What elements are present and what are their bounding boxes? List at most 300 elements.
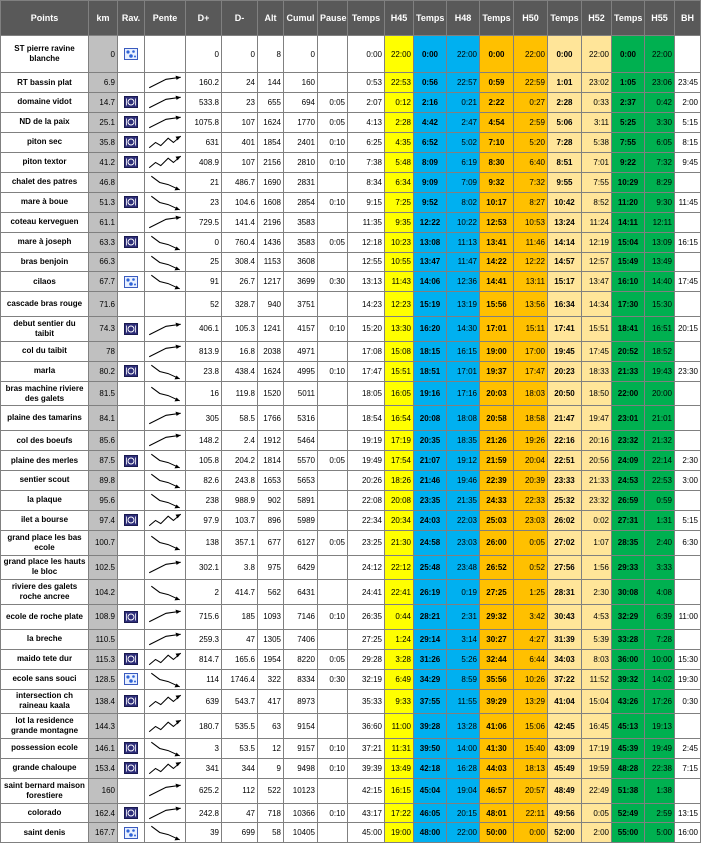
h50-value: 8:27 <box>514 192 548 212</box>
alt-value: 63 <box>258 714 284 739</box>
h48-value: 16:15 <box>447 341 480 361</box>
t45-value: 21:46 <box>414 471 447 491</box>
t50-value: 5:06 <box>548 112 582 132</box>
h50-value: 18:03 <box>514 381 548 406</box>
temps-value: 29:28 <box>348 649 385 669</box>
temps-value: 12:55 <box>348 252 385 272</box>
slope-down-icon <box>145 361 186 381</box>
cumul-value: 5464 <box>284 431 318 451</box>
t48-value: 0:00 <box>480 36 514 73</box>
bh-value <box>675 292 701 317</box>
h45-value: 9:35 <box>385 212 414 232</box>
bh-value <box>675 212 701 232</box>
t52-value: 16:10 <box>612 272 645 292</box>
temps-value: 32:19 <box>348 669 385 689</box>
h55-value: 9:30 <box>645 192 675 212</box>
slope-down-icon <box>145 738 186 758</box>
h45-value: 13:30 <box>385 317 414 342</box>
dm-value: 401 <box>222 132 258 152</box>
point-name: grande chaloupe <box>1 758 89 778</box>
slope-down-icon <box>145 232 186 252</box>
bh-value: 8:15 <box>675 132 701 152</box>
t45-value: 45:04 <box>414 778 447 803</box>
h45-value: 16:54 <box>385 406 414 431</box>
t52-value: 24:53 <box>612 471 645 491</box>
t50-value: 52:00 <box>548 823 582 843</box>
bh-value: 0:30 <box>675 689 701 714</box>
alt-value: 1608 <box>258 192 284 212</box>
dp-value: 631 <box>186 132 222 152</box>
point-name: grand place les bas ecole <box>1 530 89 555</box>
dp-value: 180.7 <box>186 714 222 739</box>
point-name: bras machine riviere des galets <box>1 381 89 406</box>
t52-value: 28:35 <box>612 530 645 555</box>
slope-up-icon <box>145 341 186 361</box>
t48-value: 41:30 <box>480 738 514 758</box>
t48-value: 20:58 <box>480 406 514 431</box>
h55-value: 20:00 <box>645 381 675 406</box>
point-name: intersection ch raineau kaala <box>1 689 89 714</box>
cumul-value: 7146 <box>284 604 318 629</box>
dm-value: 357.1 <box>222 530 258 555</box>
temps-value: 24:41 <box>348 580 385 605</box>
dp-value: 715.6 <box>186 604 222 629</box>
t50-value: 7:28 <box>548 132 582 152</box>
temps-value: 17:47 <box>348 361 385 381</box>
km-value: 25.1 <box>89 112 118 132</box>
t45-value: 18:15 <box>414 341 447 361</box>
h48-value: 5:26 <box>447 649 480 669</box>
h52-value: 11:24 <box>582 212 612 232</box>
dm-value: 16.8 <box>222 341 258 361</box>
t48-value: 22:39 <box>480 471 514 491</box>
temps-value: 18:05 <box>348 381 385 406</box>
dm-value: 105.3 <box>222 317 258 342</box>
dm-value: 988.9 <box>222 490 258 510</box>
point-name: plaine des tamarins <box>1 406 89 431</box>
bh-value: 2:45 <box>675 738 701 758</box>
food-station-icon <box>118 803 145 823</box>
pause-value: 0:10 <box>318 758 348 778</box>
km-value: 162.4 <box>89 803 118 823</box>
h45-value: 10:23 <box>385 232 414 252</box>
t52-value: 21:33 <box>612 361 645 381</box>
point-name: plaine des merles <box>1 451 89 471</box>
h48-value: 2:47 <box>447 112 480 132</box>
header-temps45: Temps <box>414 1 447 36</box>
table-row <box>1 714 701 739</box>
bh-value: 9:45 <box>675 152 701 172</box>
bh-value: 17:45 <box>675 272 701 292</box>
h52-value: 18:33 <box>582 361 612 381</box>
t48-value: 29:32 <box>480 604 514 629</box>
h55-value: 8:29 <box>645 172 675 192</box>
temps-value: 8:34 <box>348 172 385 192</box>
header-pause: Pause <box>318 1 348 36</box>
cumul-value: 1770 <box>284 112 318 132</box>
cumul-value: 8973 <box>284 689 318 714</box>
h55-value: 22:53 <box>645 471 675 491</box>
t50-value: 20:50 <box>548 381 582 406</box>
h50-value: 7:32 <box>514 172 548 192</box>
km-value: 84.1 <box>89 406 118 431</box>
dp-value: 138 <box>186 530 222 555</box>
rav-cell <box>118 431 145 451</box>
t45-value: 23:35 <box>414 490 447 510</box>
h50-value: 22:59 <box>514 73 548 93</box>
t50-value: 41:04 <box>548 689 582 714</box>
t45-value: 19:16 <box>414 381 447 406</box>
slope-down-icon <box>145 669 186 689</box>
t48-value: 10:17 <box>480 192 514 212</box>
pause-value <box>318 629 348 649</box>
h45-value: 9:33 <box>385 689 414 714</box>
alt-value: 975 <box>258 555 284 580</box>
alt-value: 1624 <box>258 361 284 381</box>
h45-value: 5:48 <box>385 152 414 172</box>
bh-value: 23:30 <box>675 361 701 381</box>
cumul-value: 0 <box>284 36 318 73</box>
t48-value: 21:26 <box>480 431 514 451</box>
alt-value: 1153 <box>258 252 284 272</box>
slope-up-icon <box>145 778 186 803</box>
bh-value: 11:45 <box>675 192 701 212</box>
table-row <box>1 758 701 778</box>
h52-value: 17:45 <box>582 341 612 361</box>
dp-value: 16 <box>186 381 222 406</box>
cumul-value: 4995 <box>284 361 318 381</box>
pause-value: 0:10 <box>318 361 348 381</box>
km-value: 81.5 <box>89 381 118 406</box>
h55-value: 15:30 <box>645 292 675 317</box>
km-value: 102.5 <box>89 555 118 580</box>
t52-value: 55:00 <box>612 823 645 843</box>
table-row <box>1 689 701 714</box>
cumul-value: 3699 <box>284 272 318 292</box>
t50-value: 13:24 <box>548 212 582 232</box>
table-row <box>1 73 701 93</box>
water-station-icon <box>118 272 145 292</box>
pause-value: 0:05 <box>318 112 348 132</box>
h50-value: 5:20 <box>514 132 548 152</box>
t50-value: 22:16 <box>548 431 582 451</box>
h45-value: 6:34 <box>385 172 414 192</box>
bh-value: 5:15 <box>675 112 701 132</box>
t52-value: 15:04 <box>612 232 645 252</box>
h50-value: 2:59 <box>514 112 548 132</box>
t50-value: 30:43 <box>548 604 582 629</box>
header-rav: Rav. <box>118 1 145 36</box>
h45-value: 22:00 <box>385 36 414 73</box>
dp-value: 105.8 <box>186 451 222 471</box>
t52-value: 9:22 <box>612 152 645 172</box>
h52-value: 7:01 <box>582 152 612 172</box>
alt-value: 896 <box>258 510 284 530</box>
t48-value: 50:00 <box>480 823 514 843</box>
t48-value: 2:22 <box>480 93 514 113</box>
t45-value: 9:52 <box>414 192 447 212</box>
t50-value: 26:02 <box>548 510 582 530</box>
alt-value: 1624 <box>258 112 284 132</box>
h48-value: 14:00 <box>447 738 480 758</box>
h48-value: 18:08 <box>447 406 480 431</box>
header-temps50: Temps <box>548 1 582 36</box>
km-value: 104.2 <box>89 580 118 605</box>
dm-value: 23 <box>222 93 258 113</box>
t50-value: 27:56 <box>548 555 582 580</box>
t52-value: 14:11 <box>612 212 645 232</box>
temps-value: 23:25 <box>348 530 385 555</box>
pause-value: 0:30 <box>318 272 348 292</box>
alt-value: 58 <box>258 823 284 843</box>
cumul-value: 10405 <box>284 823 318 843</box>
km-value: 85.6 <box>89 431 118 451</box>
h48-value: 3:14 <box>447 629 480 649</box>
bh-value <box>675 490 701 510</box>
dp-value: 302.1 <box>186 555 222 580</box>
bh-value: 11:00 <box>675 604 701 629</box>
h45-value: 20:34 <box>385 510 414 530</box>
cumul-value: 10366 <box>284 803 318 823</box>
km-value: 41.2 <box>89 152 118 172</box>
bh-value: 23:45 <box>675 73 701 93</box>
pause-value <box>318 823 348 843</box>
h45-value: 3:28 <box>385 649 414 669</box>
t45-value: 20:08 <box>414 406 447 431</box>
bh-value: 5:15 <box>675 510 701 530</box>
h48-value: 0:19 <box>447 580 480 605</box>
t45-value: 28:21 <box>414 604 447 629</box>
h55-value: 22:00 <box>645 36 675 73</box>
t52-value: 1:05 <box>612 73 645 93</box>
h52-value: 17:19 <box>582 738 612 758</box>
point-name: col des boeufs <box>1 431 89 451</box>
cumul-value: 2831 <box>284 172 318 192</box>
pause-value <box>318 172 348 192</box>
h50-value: 6:44 <box>514 649 548 669</box>
h52-value: 11:52 <box>582 669 612 689</box>
food-station-icon <box>118 232 145 252</box>
slope-wave-icon <box>145 132 186 152</box>
cumul-value: 5653 <box>284 471 318 491</box>
h48-value: 13:19 <box>447 292 480 317</box>
bh-value <box>675 252 701 272</box>
t50-value: 17:41 <box>548 317 582 342</box>
h48-value: 5:02 <box>447 132 480 152</box>
km-value: 100.7 <box>89 530 118 555</box>
t52-value: 2:37 <box>612 93 645 113</box>
bh-value: 13:15 <box>675 803 701 823</box>
alt-value: 1912 <box>258 431 284 451</box>
header-h45: H45 <box>385 1 414 36</box>
table-row <box>1 317 701 342</box>
h55-value: 21:01 <box>645 406 675 431</box>
t52-value: 23:32 <box>612 431 645 451</box>
h52-value: 0:02 <box>582 510 612 530</box>
rav-cell <box>118 490 145 510</box>
km-value: 14.7 <box>89 93 118 113</box>
t45-value: 26:19 <box>414 580 447 605</box>
h55-value: 19:13 <box>645 714 675 739</box>
h55-value: 12:11 <box>645 212 675 232</box>
t52-value: 36:00 <box>612 649 645 669</box>
cumul-value: 4157 <box>284 317 318 342</box>
h48-value: 17:01 <box>447 361 480 381</box>
rav-cell <box>118 73 145 93</box>
dp-value: 82.6 <box>186 471 222 491</box>
km-value: 128.5 <box>89 669 118 689</box>
dp-value: 813.9 <box>186 341 222 361</box>
point-name: maido tete dur <box>1 649 89 669</box>
slope-up-icon <box>145 112 186 132</box>
h45-value: 2:28 <box>385 112 414 132</box>
h52-value: 22:49 <box>582 778 612 803</box>
pause-value <box>318 252 348 272</box>
km-value: 66.3 <box>89 252 118 272</box>
dp-value: 39 <box>186 823 222 843</box>
t50-value: 27:02 <box>548 530 582 555</box>
cumul-value: 5316 <box>284 406 318 431</box>
t50-value: 34:03 <box>548 649 582 669</box>
h48-value: 14:30 <box>447 317 480 342</box>
temps-value: 42:15 <box>348 778 385 803</box>
table-row <box>1 172 701 192</box>
alt-value: 1653 <box>258 471 284 491</box>
cumul-value: 4971 <box>284 341 318 361</box>
food-station-icon <box>118 192 145 212</box>
t45-value: 0:56 <box>414 73 447 93</box>
h55-value: 7:28 <box>645 629 675 649</box>
t45-value: 29:14 <box>414 629 447 649</box>
h45-value: 7:25 <box>385 192 414 212</box>
dm-value: 107 <box>222 112 258 132</box>
cumul-value: 160 <box>284 73 318 93</box>
alt-value: 2156 <box>258 152 284 172</box>
t52-value: 23:01 <box>612 406 645 431</box>
cumul-value: 694 <box>284 93 318 113</box>
slope-up-icon <box>145 212 186 232</box>
cumul-value: 5891 <box>284 490 318 510</box>
h50-value: 23:03 <box>514 510 548 530</box>
t52-value: 5:25 <box>612 112 645 132</box>
pause-value <box>318 510 348 530</box>
h52-value: 7:55 <box>582 172 612 192</box>
slope-wave-icon <box>145 714 186 739</box>
header-temps48: Temps <box>480 1 514 36</box>
temps-value: 19:49 <box>348 451 385 471</box>
slope-up-icon <box>145 629 186 649</box>
t48-value: 48:01 <box>480 803 514 823</box>
dp-value: 23.8 <box>186 361 222 381</box>
t50-value: 8:51 <box>548 152 582 172</box>
t48-value: 14:22 <box>480 252 514 272</box>
dm-value: 308.4 <box>222 252 258 272</box>
temps-value: 14:23 <box>348 292 385 317</box>
point-name: debut sentier du taibit <box>1 317 89 342</box>
point-name: mare à joseph <box>1 232 89 252</box>
t50-value: 23:33 <box>548 471 582 491</box>
cumul-value: 8334 <box>284 669 318 689</box>
cumul-value: 5011 <box>284 381 318 406</box>
temps-value: 6:25 <box>348 132 385 152</box>
dm-value: 24 <box>222 73 258 93</box>
dp-value: 160.2 <box>186 73 222 93</box>
h45-value: 0:12 <box>385 93 414 113</box>
h48-value: 7:09 <box>447 172 480 192</box>
header-temps: Temps <box>348 1 385 36</box>
km-value: 153.4 <box>89 758 118 778</box>
point-name: la breche <box>1 629 89 649</box>
header-dminus: D- <box>222 1 258 36</box>
h55-value: 7:32 <box>645 152 675 172</box>
slope-up-icon <box>145 803 186 823</box>
t50-value: 21:47 <box>548 406 582 431</box>
t45-value: 31:26 <box>414 649 447 669</box>
t50-value: 10:42 <box>548 192 582 212</box>
slope-up-icon <box>145 317 186 342</box>
t52-value: 17:30 <box>612 292 645 317</box>
h52-value: 19:47 <box>582 406 612 431</box>
dp-value: 0 <box>186 36 222 73</box>
h50-value: 6:40 <box>514 152 548 172</box>
dm-value: 0 <box>222 36 258 73</box>
food-station-icon <box>118 112 145 132</box>
t50-value: 48:49 <box>548 778 582 803</box>
header-h50: H50 <box>514 1 548 36</box>
point-name: riviere des galets roche ancree <box>1 580 89 605</box>
cumul-value: 9498 <box>284 758 318 778</box>
slope-wave-icon <box>145 152 186 172</box>
alt-value: 655 <box>258 93 284 113</box>
h45-value: 16:15 <box>385 778 414 803</box>
km-value: 97.4 <box>89 510 118 530</box>
rav-cell <box>118 341 145 361</box>
pause-value: 0:10 <box>318 152 348 172</box>
t45-value: 20:35 <box>414 431 447 451</box>
h48-value: 19:46 <box>447 471 480 491</box>
dp-value: 238 <box>186 490 222 510</box>
temps-value: 2:07 <box>348 93 385 113</box>
t45-value: 15:19 <box>414 292 447 317</box>
header-temps52: Temps <box>612 1 645 36</box>
h48-value: 2:31 <box>447 604 480 629</box>
temps-value: 0:00 <box>348 36 385 73</box>
header-points: Points <box>1 1 89 36</box>
t48-value: 14:41 <box>480 272 514 292</box>
t52-value: 52:49 <box>612 803 645 823</box>
slope-down-icon <box>145 823 186 843</box>
temps-value: 18:54 <box>348 406 385 431</box>
table-row <box>1 36 701 73</box>
h52-value: 0:33 <box>582 93 612 113</box>
temps-value: 39:39 <box>348 758 385 778</box>
table-row <box>1 406 701 431</box>
h50-value: 20:39 <box>514 471 548 491</box>
h55-value: 21:32 <box>645 431 675 451</box>
t48-value: 19:00 <box>480 341 514 361</box>
point-name: domaine vidot <box>1 93 89 113</box>
point-name: chalet des patres <box>1 172 89 192</box>
h45-value: 17:19 <box>385 431 414 451</box>
h50-value: 19:26 <box>514 431 548 451</box>
bh-value <box>675 381 701 406</box>
point-name: possession ecole <box>1 738 89 758</box>
alt-value: 1241 <box>258 317 284 342</box>
cumul-value: 9154 <box>284 714 318 739</box>
pause-value <box>318 406 348 431</box>
bh-value: 15:30 <box>675 649 701 669</box>
table-row <box>1 232 701 252</box>
